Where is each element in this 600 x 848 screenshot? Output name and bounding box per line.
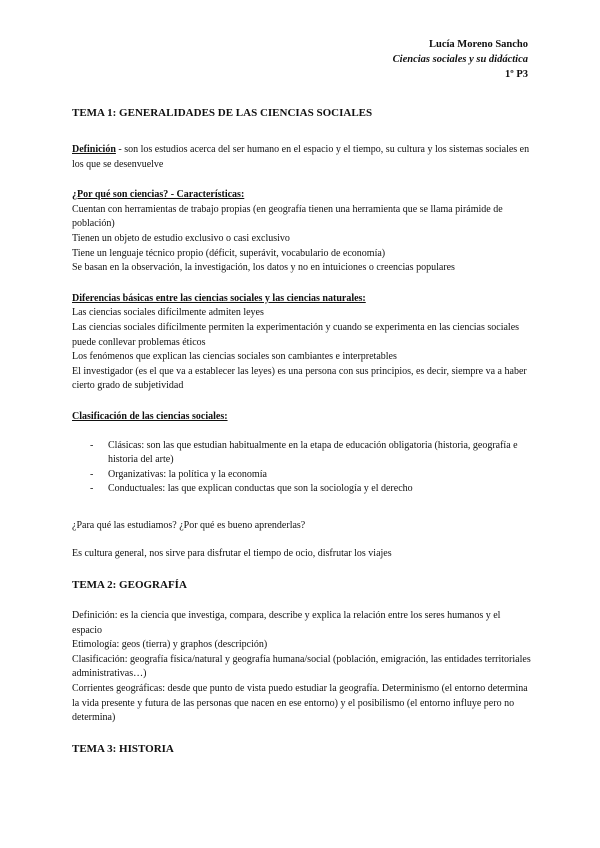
study-answer: Es cultura general, nos sirve para disfrutar el tiempo de ocio, disfrutar los viajes	[72, 548, 392, 560]
tema1-title: TEMA 1: GENERALIDADES DE LAS CIENCIAS SOCIALES	[72, 107, 373, 119]
document-body	[72, 106, 532, 757]
difference-item: El investigador (es el que va a establecer las leyes) es una persona con sus principios, es decir, siempre va a haber cierto grado de subjetividad	[72, 365, 527, 392]
difference-item: Las ciencias sociales difícilmente admiten leyes	[72, 307, 264, 319]
difference-item: Las ciencias sociales difícilmente permiten la experimentación y cuando se experimenta en las ciencias sociales puede conllevar problemas éticos	[72, 321, 520, 348]
characteristic-item: Tienen un objeto de estudio exclusivo o casi exclusivo	[72, 232, 290, 244]
definition-label: Definición	[72, 144, 116, 155]
definition-paragraph	[72, 143, 532, 172]
characteristics-heading: ¿Por qué son ciencias? - Características:	[72, 189, 245, 201]
classification-item: - Organizativas: la política y la economía	[90, 468, 532, 483]
differences-heading: Diferencias básicas entre las ciencias sociales y las ciencias naturales:	[72, 292, 366, 304]
classification-list	[72, 439, 532, 497]
document-header	[393, 37, 528, 82]
geografia-line: Definición: es la ciencia que investiga, compara, describe y explica la relación entre los seres humanos y el espacio	[72, 610, 501, 636]
author-name: Lucía Moreno Sancho	[429, 39, 528, 50]
subject-name: Ciencias sociales y su didáctica	[392, 54, 528, 65]
characteristic-item: Tiene un lenguaje técnico propio (déficit, superávit, vocabulario de economía)	[72, 247, 386, 259]
course-label: 1º P3	[504, 69, 528, 80]
tema2-title: TEMA 2: GEOGRAFÍA	[72, 579, 187, 592]
tema3-title: TEMA 3: HISTORIA	[72, 742, 174, 755]
geografia-line: Etimología: geos (tierra) y graphos (descripción)	[72, 639, 268, 651]
geografia-line: Clasificación: geografía física/natural y geografía humana/social (población, emigración, las entidades territoriales administrativas…)	[72, 653, 531, 680]
geografia-line: Corrientes geográficas: desde que punto de vista puedo estudiar la geografía. Determinismo (el entorno determina la vida presente y futura de las personas que nacen en ese entorno) y el posibilismo (el entorno influye pero no determina)	[72, 683, 528, 724]
classification-item: - Conductuales: las que explican conductas que son la sociología y el derecho	[90, 482, 532, 497]
characteristic-item: Se basan en la observación, la investigación, los datos y no en intuiciones o creencias populares	[72, 262, 455, 274]
difference-item: Los fenómenos que explican las ciencias sociales son cambiantes e interpretables	[72, 351, 397, 363]
study-question: ¿Para qué las estudiamos? ¿Por qué es bueno aprenderlas?	[72, 519, 306, 531]
definition-text: - son los estudios acerca del ser humano en el espacio y el tiempo, su cultura y los sistemas sociales en los que se desenvuelve	[72, 144, 530, 170]
classification-item: - Clásicas: son las que estudian habitualmente en la etapa de educación obligatoria (historia, geografía e historia del arte)	[90, 439, 532, 468]
classification-heading: Clasificación de las ciencias sociales:	[72, 410, 228, 422]
characteristic-item: Cuentan con herramientas de trabajo propias (en geografía tienen una herramienta que se llama pirámide de población)	[72, 203, 503, 230]
